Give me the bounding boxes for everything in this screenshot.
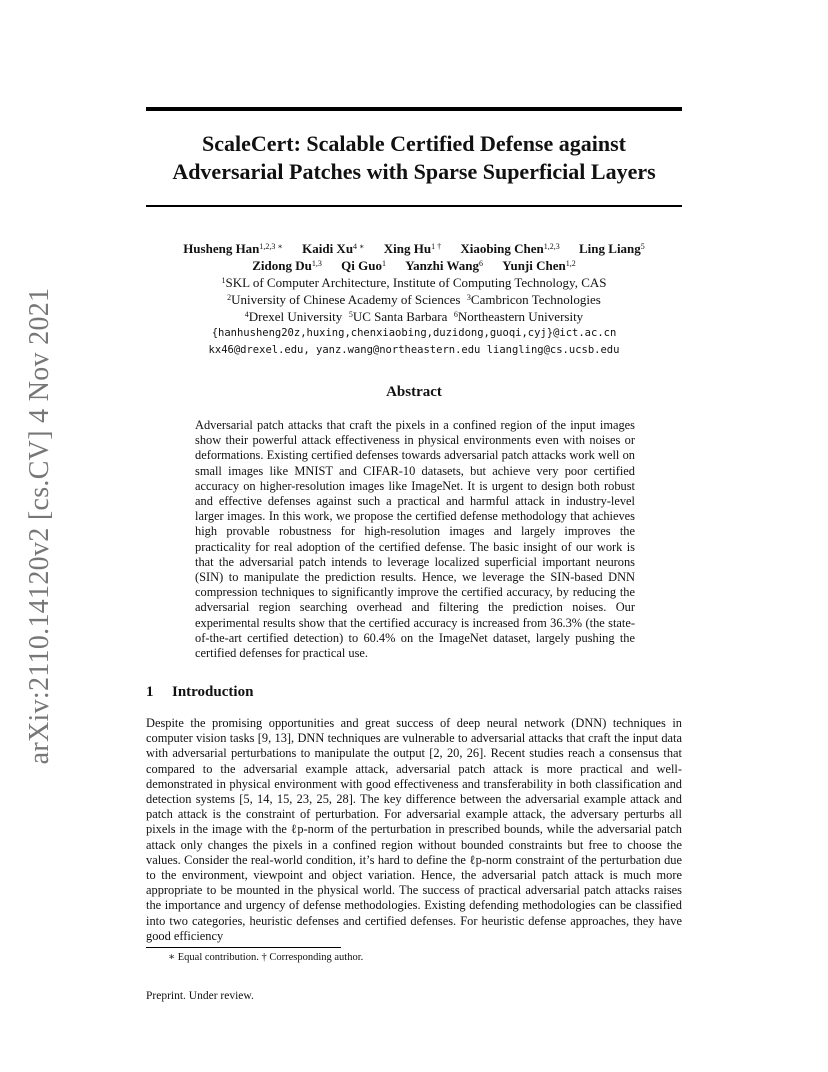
preprint-note: Preprint. Under review. [146,990,254,1002]
author: Husheng Han$^{1,2,3 ∗}$ [183,241,283,256]
affiliation-line-2: $^2$University of Chinese Academy of Sciences $^3$Cambricon Technologies [227,292,601,307]
section-number: 1 [146,684,154,700]
footnote: ∗ Equal contribution. † Corresponding author. [168,952,364,963]
section-title: Introduction [172,684,254,700]
author: Qi Guo$^1$ [341,258,386,273]
paper-title [146,130,682,186]
author-row-2 [146,257,682,274]
email-line-1: {hanhusheng20z,huxing,chenxiaobing,duzidong,guoqi,cyj}@ict.ac.cn [211,327,617,339]
title-rule-top [146,107,682,111]
title-line-2: Adversarial Patches with Sparse Superficial Layers [172,159,656,184]
abstract-text: Adversarial patch attacks that craft the pixels in a confined region of the input images show their powerful attack effectiveness in physical environments even with noises or deformations. Existing certified defenses towards adversarial patch attacks work well on small images like MNIST and CIFAR-10 datasets, but achieve very poor certified accuracy on higher-resolution images like ImageNet. It is urgent to design both robust and effective defenses against such a practical and harmful attack in industry-level larger images. In this work, we propose the certified defense methodology that achieves high provable robustness for high-resolution images and largely improves the practicality for real adoption of the certified defense. The basic insight of our work is that the adversarial patch intends to leverage localized superficial important neurons (SIN) to manipulate the prediction results. Hence, we leverage the SIN-based DNN compression techniques to significantly improve the certified accuracy, by reducing the adversarial region searching overhead and filtering the prediction noises. Our experimental results show that the certified accuracy is increased from 36.3% (the state-of-the-art certified detection) to 60.4% on the ImageNet dataset, largely pushing the certified defenses for practical use. [195,418,635,661]
footnote-rule [146,947,341,948]
title-rule-bottom [146,205,682,207]
title-line-1: ScaleCert: Scalable Certified Defense against [201,131,626,156]
email-line-2: kx46@drexel.edu, yanz.wang@northeastern.edu liangling@cs.ucsb.edu [208,344,620,356]
author: Zidong Du$^{1,3}$ [252,258,322,273]
author-row-1 [146,240,682,257]
author: Xiaobing Chen$^{1,2,3}$ [460,241,560,256]
author-block [146,240,682,359]
section-heading [146,684,253,701]
author: Kaidi $Xu^{4 ∗}$ [302,241,365,256]
abstract-heading: Abstract [386,384,442,400]
introduction-text: Despite the promising opportunities and great success of deep neural network (DNN) techniques in computer vision tasks [9, 13], DNN techniques are vulnerable to adversarial attacks that craft the input data with adversarial perturbations to manipulate the output [2, 20, 26]. Recent studies reach a consensus that compared to the adversarial example attack, adversarial patch attack is more practical and well-demonstrated in physical environment with good effectiveness and transferability in both classification and detection systems [5, 14, 15, 23, 25, 28]. The key difference between the adversarial example attack and patch attack is the constraint of perturbation. For adversarial example attack, the adversary perturbs all pixels in the image with the ℓp-norm of the perturbation in prescribed bounds, while the adversarial patch attack only changes the pixels in a confined region without bounded constraints but free to choose the values. Consider the real-world condition, it’s hard to define the ℓp-norm constraint of the perturbation due to the environment, viewpoint and object variation. Hence, the adversarial patch attack is much more appropriate to be mounted in the physical world. The success of practical adversarial patch attacks raises the importance and urgency of defense methodologies. Existing defending methodologies can be classified into two categories, heuristic defenses and certified defenses. For heuristic defense approaches, they have good efficiency [146,716,682,943]
affiliation-line-3: $^4$Drexel University $^5$UC Santa Barbara $^6$Northeastern University [244,309,584,324]
author: Yunji Chen$^{1,2}$ [502,258,576,273]
affiliation-line-1: $^1$SKL of Computer Architecture, Institute of Computing Technology, CAS [221,275,607,290]
author: Ling Liang$^5$ [579,241,645,256]
author: Yanzhi Wang$^6$ [405,258,484,273]
arxiv-watermark: arXiv:2110.14120v2 [cs.CV] 4 Nov 2021 [24,287,55,765]
author: Xing $Hu^{1 \dagger}$ [383,241,442,256]
